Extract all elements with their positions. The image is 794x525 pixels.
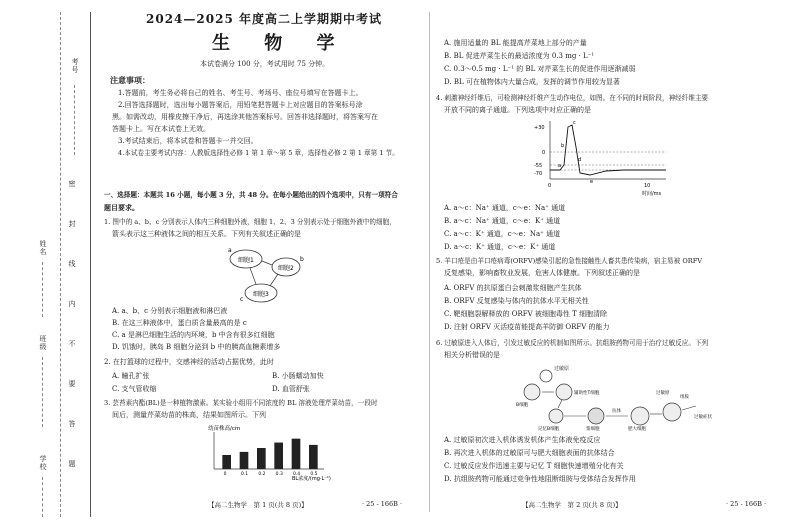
label-exam-number: 考号 <box>71 58 79 74</box>
q6-option-b: B. 再次进入机体的过敏原可与肥大细胞表面的抗体结合 <box>444 449 615 457</box>
q4-stem: 开放不同的离子通道。下列选项中对应正确的是 <box>444 106 591 114</box>
note-line: 1.答题前，考生务必将自己的姓名、考生号、考场号、座位号填写在答题卡上。 <box>118 89 363 97</box>
seal-char: 答 <box>68 420 76 428</box>
q4-y-tick-zero: 0 <box>542 150 546 156</box>
q6-allergy-diagram <box>516 362 716 434</box>
q3-x-tick: 0 <box>223 472 227 477</box>
q3-bar-chart <box>204 422 344 482</box>
q3-bar <box>292 439 301 469</box>
school-line <box>42 477 43 517</box>
memory-cell-shape <box>549 409 563 423</box>
q3-x-tick: 0.4 <box>293 472 301 477</box>
q3-x-tick: 0.5 <box>310 472 318 477</box>
q4-option-b: B. a～c：Na⁺ 通道，c～e：K⁺ 通道 <box>444 217 561 225</box>
q4-option-d: D. a～c：K⁺ 通道，c～e：K⁺ 通道 <box>444 243 556 251</box>
section-heading: 一、选择题：本题共 16 小题，每小题 3 分，共 48 分。在每小题给出的四个选项中，只有一项符合 <box>104 191 398 199</box>
page-divider <box>429 12 430 512</box>
q2-stem: 2. 在打篮球的过程中，交感神经的活动占据优势，此时 <box>104 358 274 366</box>
exam-number-line <box>74 85 75 155</box>
seal-char: 封 <box>68 220 76 228</box>
seal-char: 密 <box>68 180 76 188</box>
q1-option-c: C. a 是淋巴细胞生活的内环境，b 中含有很多红细胞 <box>112 331 275 339</box>
q6-plasma-label: 浆细胞 <box>586 427 600 432</box>
q3-x-tick: 0.3 <box>275 472 283 477</box>
q4-point-e: e <box>590 179 594 185</box>
q6-stem: 6. 过敏原进入人体后，引发过敏反应的机制如图所示。抗组胺药物可用于治疗过敏反应。下列 <box>436 339 709 347</box>
note-line: 4.本试卷主要考试内容：人教版选择性必修 1 第 1 章～第 5 章，选择性必修 2 第 1 章第 1 节。 <box>118 149 399 157</box>
plasma-cell-shape <box>588 408 604 424</box>
q6-stem: 相关分析错误的是 <box>444 351 500 359</box>
q4-potential-curve <box>550 125 666 175</box>
q1-cell2: 细胞2 <box>278 265 294 272</box>
q4-option-c: C. a～c：K⁺ 通道，c～e：Na⁺ 通道 <box>444 230 561 238</box>
q4-x-unit: 时间/ms <box>642 191 662 197</box>
section-heading-cont: 题目要求。 <box>104 203 139 212</box>
mast-cell-2-shape <box>663 403 681 421</box>
q3-chart-ylabel: 幼苗株高/cm <box>208 426 241 432</box>
q3-option-c: C. 0.3～0.5 mg · L⁻¹ 的 BL 对芹菜生长的促进作用逐渐减弱 <box>444 65 636 73</box>
q2-option-a: A. 瞳孔扩张 <box>112 372 150 380</box>
q5-option-d: D. 注射 ORFV 灭活疫苗能提高羊防御 ORFV 的能力 <box>444 323 610 331</box>
binding-margin <box>0 0 96 525</box>
q1-stem: 箭头表示这三种液体之间的相互关系。下列有关叙述正确的是 <box>112 230 301 238</box>
label-class: 班级 <box>39 335 47 351</box>
q2-option-b: B. 小肠蠕动加快 <box>272 372 324 380</box>
q6-histamine-label: 组胺 <box>680 395 689 400</box>
footer-right: 【高二生物学 第 2 页(共 8 页)】 <box>522 501 622 509</box>
q1-label-c: c <box>240 296 244 303</box>
notes-heading: 注意事项： <box>110 75 150 85</box>
name-line <box>42 262 43 317</box>
q3-bar <box>257 448 266 469</box>
seal-char: 要 <box>68 380 76 388</box>
q6-allergen-label: 过敏原 <box>554 366 570 372</box>
label-school: 学校 <box>39 455 47 471</box>
q4-point-c: c <box>573 120 576 126</box>
q6-th-cell-label: 辅助性T细胞 <box>574 391 600 396</box>
seal-char: 不 <box>68 340 76 348</box>
q1-stem: 1. 图中的 a、b、c 分别表示人体内三种细胞外液，细胞 1、2、3 分别表示处于细胞外液中的细胞， <box>104 218 396 226</box>
q3-option-d: D. BL 可在植物体内大量合成，发挥的调节作用较为显著 <box>444 78 620 86</box>
q4-point-b: b <box>561 143 565 149</box>
seal-char: 题 <box>68 460 76 468</box>
q4-action-potential-graph <box>534 117 684 201</box>
q4-point-d: d <box>578 157 582 163</box>
q3-option-b: B. BL 促进芹菜生长的最适浓度为 0.3 mg · L⁻¹ <box>444 52 595 60</box>
q1-cell3: 细胞3 <box>253 291 269 298</box>
q1-option-d: D. 饥饿时，胰岛 B 细胞分泌到 b 中的胰高血糖素增多 <box>112 343 281 351</box>
q1-diagram <box>216 243 316 305</box>
seal-char: 内 <box>68 300 76 308</box>
q5-stem: 5. 羊口疮是由羊口疮病毒(ORFV)感染引起的急性接触性人畜共患传染病，宿主易被 ORFV <box>436 257 703 265</box>
subject-title: 生 物 学 <box>212 33 349 54</box>
seal-char: 线 <box>68 260 76 268</box>
q6-symptom-label: 过敏症状 <box>694 415 712 420</box>
footer-left-code: · 25 - 166B · <box>362 500 403 508</box>
q3-x-tick: 0.2 <box>258 472 266 477</box>
q3-stem: 3. 芸苔素内酯(BL)是一种植物激素。某实验小组用不同浓度的 BL 溶液处理芹菜幼苗，一段时 <box>104 399 378 407</box>
q3-option-a: A. 施用适量的 BL 能提高芹菜地上部分的产量 <box>444 39 587 47</box>
footer-right-code: · 25 - 166B · <box>726 500 767 508</box>
q4-stem: 4. 刺激神经纤维后，可检测神经纤维产生动作电位，如图。在不同的时间阶段，神经纤维主要 <box>436 94 709 102</box>
q3-bar <box>309 445 318 469</box>
q4-x-tick-end: 10 <box>644 183 651 189</box>
b-cell-shape <box>524 384 540 400</box>
class-line <box>42 357 43 427</box>
exam-title: 2024—2025 年度高二上学期期中考试 <box>146 12 382 26</box>
q3-bar <box>222 455 231 469</box>
note-line: 3.考试结束后，将本试卷和答题卡一并交回。 <box>118 137 258 145</box>
q5-stem: 反复感染，影响畜牧业发展，危害人体健康。下列叙述正确的是 <box>444 269 640 277</box>
q4-y-tick-top: +30 <box>534 125 545 131</box>
q1-cell1: 细胞1 <box>238 257 254 264</box>
q2-option-c: C. 支气管收缩 <box>112 385 157 393</box>
q3-bar <box>240 452 249 469</box>
q6-option-d: D. 抗组胺药物可能通过竞争性地阻断组胺与受体结合发挥作用 <box>444 475 636 483</box>
label-name: 姓名 <box>39 240 47 256</box>
q6-allergen2-label: 过敏原 <box>656 391 670 396</box>
q1-label-a: a <box>228 247 232 254</box>
q5-option-b: B. ORFV 反复感染与体内的抗体水平无相关性 <box>444 297 589 305</box>
q4-x-tick-zero: 0 <box>548 183 552 189</box>
q1-option-b: B. 在这三种液体中，蛋白质含量最高的是 c <box>112 319 247 327</box>
q6-b-cell-label: B细胞 <box>516 403 529 408</box>
note-line: 答题卡上。写在本试卷上无效。 <box>112 125 210 133</box>
q3-bar <box>274 443 283 469</box>
q6-option-c: C. 过敏反应发作迅速主要与记忆 T 细胞快速增殖分化有关 <box>444 462 624 470</box>
q4-point-a: a <box>558 163 562 169</box>
q6-mast-label: 肥大细胞 <box>628 427 646 432</box>
q2-option-d: D. 血管舒张 <box>272 385 310 393</box>
q6-memory-label: 记忆B细胞 <box>538 427 560 432</box>
note-line: 2.回答选择题时，选出每小题答案后，用铅笔把答题卡上对应题目的答案标号涂 <box>118 101 363 109</box>
note-line: 黑。如需改动，用橡皮擦干净后，再选涂其他答案标号。回答非选择题时，将答案写在 <box>112 113 378 121</box>
footer-left: 【高二生物学 第 1 页(共 8 页)】 <box>208 501 308 509</box>
q6-antibody-label: 抗体 <box>612 409 621 414</box>
q3-chart-xlabel: BL浓度/(mg·L⁻¹) <box>292 476 331 482</box>
q1-option-a: A. a、b、c 分别表示细胞液和淋巴液 <box>112 307 228 315</box>
fold-line <box>60 12 61 517</box>
q1-label-b: b <box>300 256 304 263</box>
q4-y-tick-mid: -55 <box>534 163 543 169</box>
q4-y-tick-low: -70 <box>534 171 543 177</box>
th-cell-shape <box>556 384 572 400</box>
allergen-shape <box>540 370 552 382</box>
seal-line <box>90 12 91 517</box>
q5-option-c: C. 靶细胞裂解释放的 ORFV 被细胞毒性 T 细胞清除 <box>444 310 608 318</box>
q5-option-a: A. ORFV 的抗原蛋白会刺激浆细胞产生抗体 <box>444 284 582 292</box>
mast-cell-shape <box>631 407 649 425</box>
q3-x-tick: 0.1 <box>241 472 249 477</box>
q4-option-a: A. a～c：Na⁺ 通道，c～e：Na⁺ 通道 <box>444 204 566 212</box>
q3-stem: 间后，测量芹菜幼苗的株高，结果如图所示。下列 <box>112 411 266 419</box>
exam-info: 本试卷满分 100 分，考试用时 75 分钟。 <box>200 60 330 68</box>
q6-option-a: A. 过敏原初次进入机体诱发机体产生体液免疫反应 <box>444 436 601 444</box>
